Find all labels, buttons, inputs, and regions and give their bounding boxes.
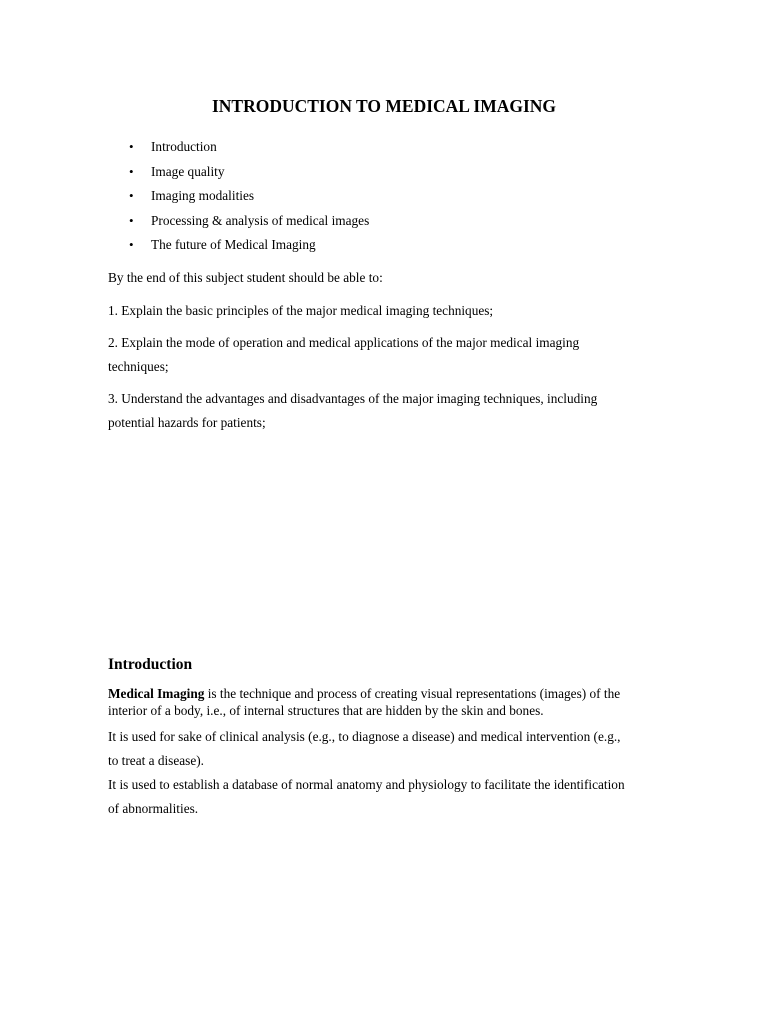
toc-item-label: Introduction: [151, 139, 217, 154]
objective-1: 1. Explain the basic principles of the major medical imaging techniques;: [108, 303, 494, 318]
objective-3-line-2: potential hazards for patients;: [108, 415, 266, 430]
bullet-icon: •: [129, 139, 134, 154]
bullet-icon: •: [129, 163, 134, 179]
toc-item: [108, 186, 369, 211]
objective-3: [108, 387, 688, 435]
table-of-contents: [108, 137, 369, 260]
intro-paragraph-1: [108, 685, 688, 719]
toc-item-label: The future of Medical Imaging: [151, 237, 316, 252]
intro-paragraph-2: [108, 725, 688, 773]
toc-item: [108, 211, 369, 236]
toc-item: [108, 235, 369, 260]
toc-item: [108, 137, 369, 162]
term-medical-imaging: Medical Imaging: [108, 686, 205, 701]
objective-2-line-2: techniques;: [108, 359, 169, 374]
document-title: INTRODUCTION TO MEDICAL IMAGING: [211, 96, 557, 116]
bullet-icon: •: [129, 212, 134, 228]
intro-paragraph-2-line-2: to treat a disease).: [108, 753, 204, 768]
intro-paragraph-3-line-2: of abnormalities.: [108, 801, 199, 816]
objective-3-line-1: 3. Understand the advantages and disadvantages of the major imaging techniques, including: [108, 391, 598, 406]
objective-2-line-1: 2. Explain the mode of operation and medical applications of the major medical imaging: [108, 335, 580, 350]
intro-paragraph-1-line-2: interior of a body, i.e., of internal structures that are hidden by the skin and bones.: [108, 703, 544, 718]
bullet-icon: •: [129, 188, 134, 203]
intro-paragraph-1-text: is the technique and process of creating visual representations (images) of the: [204, 686, 621, 701]
toc-item-label: Imaging modalities: [151, 188, 255, 203]
intro-paragraph-3-line-1: It is used to establish a database of normal anatomy and physiology to facilitate the identification: [108, 777, 625, 792]
toc-item-label: Image quality: [151, 163, 225, 179]
toc-item-label: Processing & analysis of medical images: [151, 212, 370, 228]
intro-paragraph-1-line-1: [108, 685, 688, 702]
objectives-intro: By the end of this subject student should be able to:: [108, 270, 383, 285]
toc-item: [108, 162, 369, 187]
section-heading-introduction: Introduction: [108, 656, 193, 673]
intro-paragraph-2-line-1: It is used for sake of clinical analysis (e.g., to diagnose a disease) and medical intervention (e.g.,: [108, 729, 621, 744]
bullet-icon: •: [129, 237, 134, 252]
intro-paragraph-3: [108, 773, 688, 821]
objective-2: [108, 331, 688, 379]
